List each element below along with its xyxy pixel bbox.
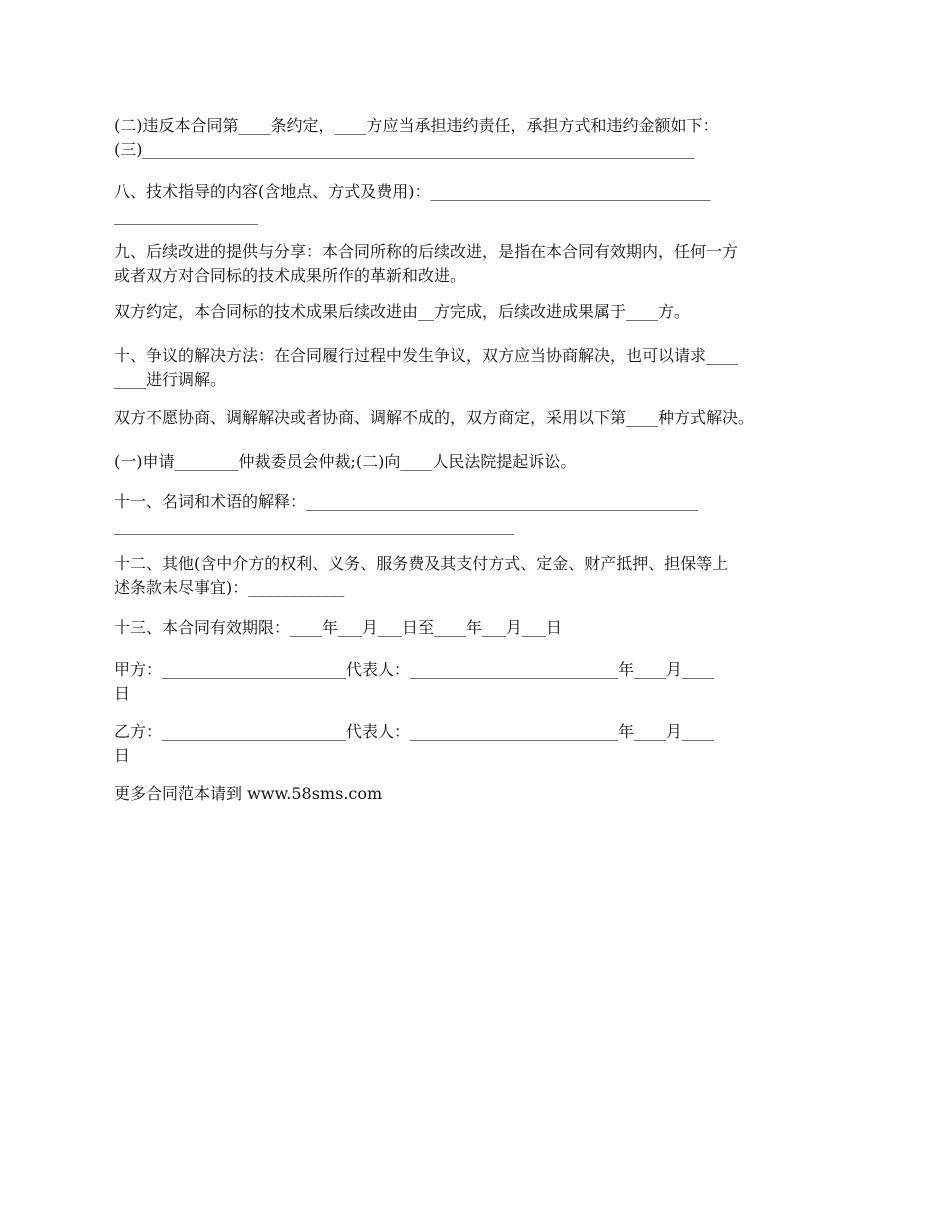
text-line: 八、技术指导的内容(含地点、方式及费用)：___________________________________: [114, 182, 711, 201]
clause-10-resolution-method: [114, 406, 854, 430]
text-line: 十、争议的解决方法：在合同履行过程中发生争议，双方应当协商解决，也可以请求____: [114, 346, 739, 365]
signature-party-a: [114, 658, 854, 706]
text-line: 述条款未尽事宜)：____________: [114, 578, 345, 597]
text-line: __________________________________________________: [114, 516, 514, 535]
text-line: 双方约定，本合同标的技术成果后续改进由__方完成，后续改进成果属于____方。: [114, 302, 691, 321]
clause-8-technical-guidance: [114, 180, 854, 228]
text-line: (二)违反本合同第____条约定，____方应当承担违约责任，承担方式和违约金额如下：: [114, 116, 719, 135]
text-line: (三)_____________________________________________________________________: [114, 140, 695, 159]
text-line: 更多合同范本请到 www.58sms.com: [114, 784, 383, 803]
text-line: 或者双方对合同标的技术成果所作的革新和改进。: [114, 266, 467, 285]
signature-party-b: [114, 720, 854, 768]
text-line: 日: [114, 684, 131, 703]
text-line: 十二、其他(含中介方的权利、义务、服务费及其支付方式、定金、财产抵押、担保等上: [114, 554, 729, 573]
clause-13-validity-period: [114, 616, 854, 640]
clause-11-terms-definitions: [114, 490, 854, 538]
clause-9-agreement: [114, 300, 854, 324]
clause-10-dispute-resolution: [114, 344, 854, 392]
text-line: ____进行调解。: [114, 370, 227, 389]
text-line: 十三、本合同有效期限：____年___月___日至____年___月___日: [114, 618, 563, 637]
clause-10-options: [114, 450, 854, 474]
clause-breach-items: [114, 114, 854, 162]
footer-more-templates: [114, 782, 854, 806]
text-line: 甲方：_______________________代表人：__________________________年____月____: [114, 660, 715, 679]
text-line: 九、后续改进的提供与分享：本合同所称的后续改进，是指在本合同有效期内，任何一方: [114, 242, 739, 261]
text-line: 日: [114, 746, 131, 765]
text-line: __________________: [114, 206, 258, 225]
text-line: 双方不愿协商、调解解决或者协商、调解不成的，双方商定，采用以下第____种方式解决。: [114, 408, 755, 427]
text-line: 十一、名词和术语的解释：_________________________________________________: [114, 492, 699, 511]
text-line: (一)申请________仲裁委员会仲裁;(二)向____人民法院提起诉讼。: [114, 452, 577, 471]
clause-9-follow-up-improvements: [114, 240, 854, 288]
text-line: 乙方：_______________________代表人：__________________________年____月____: [114, 722, 715, 741]
clause-12-other-matters: [114, 552, 854, 600]
